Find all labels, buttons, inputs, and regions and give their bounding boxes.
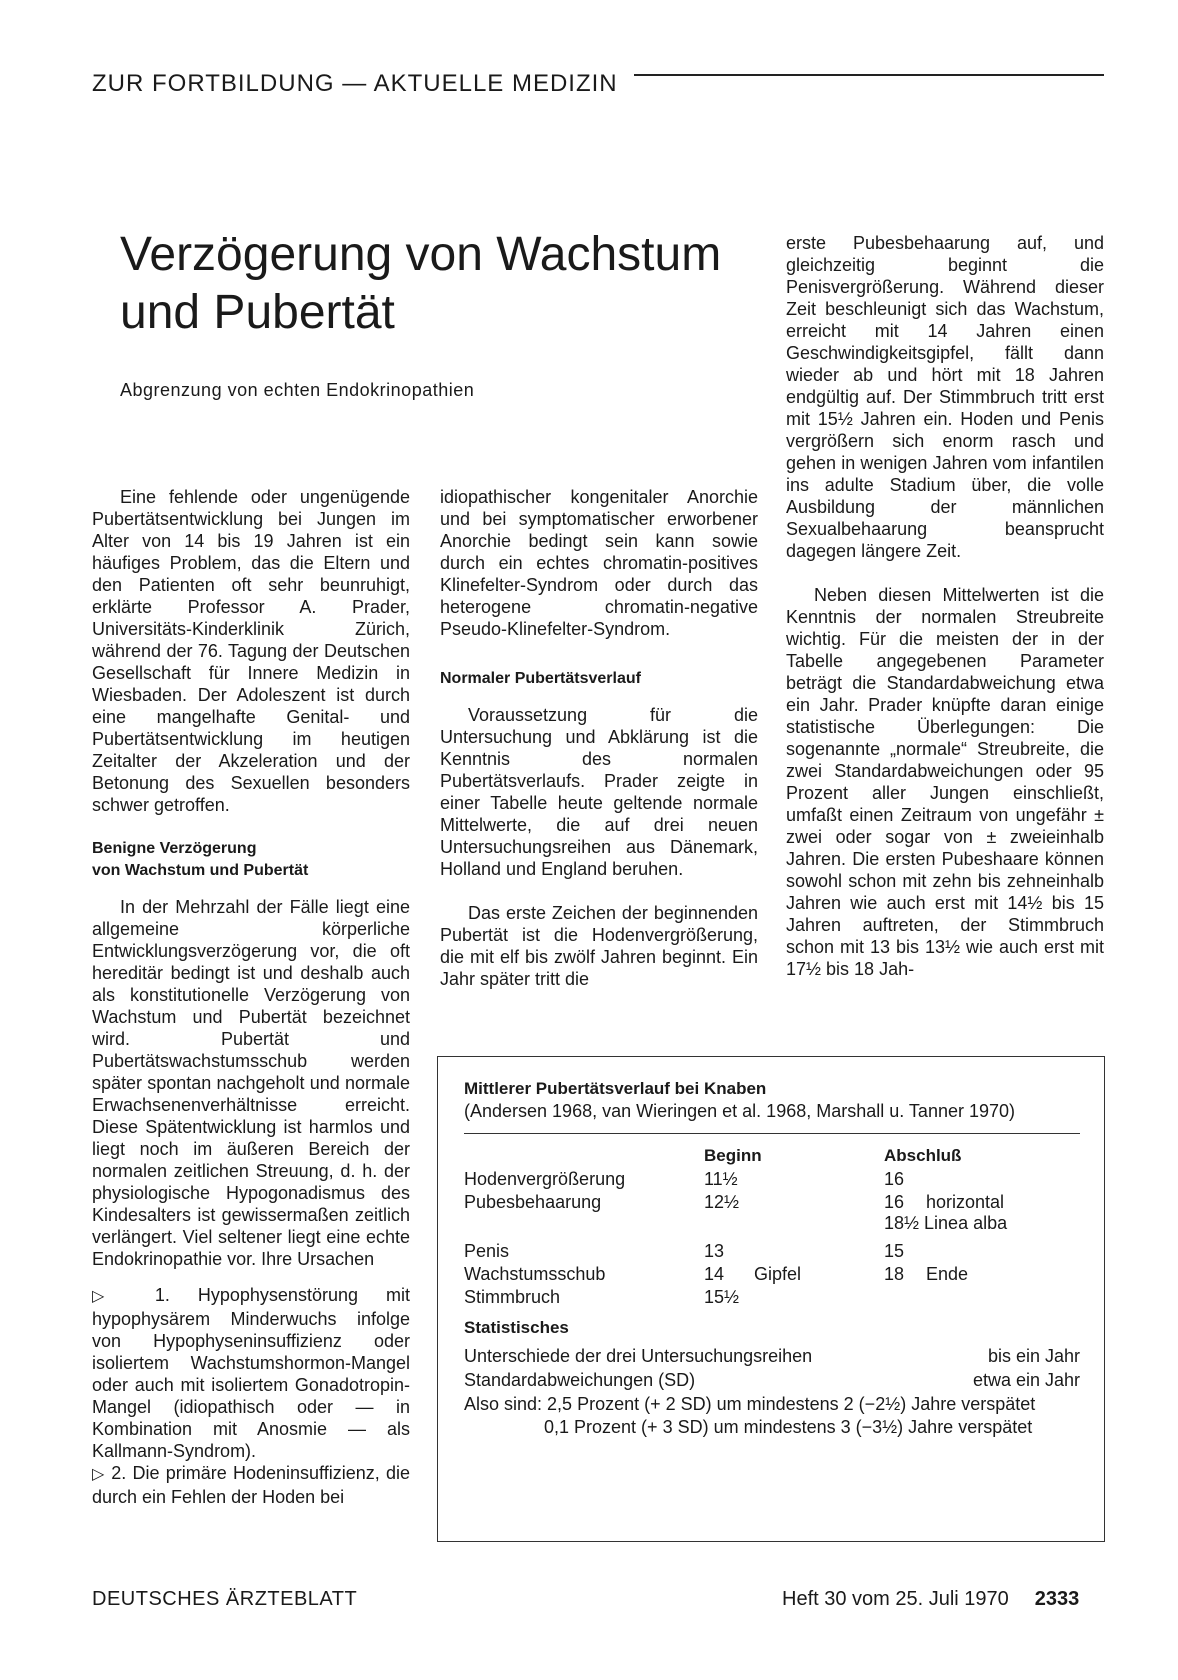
- prerequisite-paragraph: Voraussetzung für die Untersuchung und Abklärung ist die Kenntnis des normalen Pubertätsverlaufs. Prader zeigte in einer Tabelle heute geltende normale Mittelwerte, die auf drei neuen Untersuchungsreihen aus Dänemark, Holland und England beruhen.: [440, 705, 758, 879]
- table-title: Mittlerer Pubertätsverlauf bei Knaben: [464, 1079, 767, 1098]
- stat-row-1: [464, 1345, 1080, 1369]
- article-title: [120, 226, 721, 342]
- row-label: Hodenvergrößerung: [464, 1169, 626, 1189]
- row-end: 16: [884, 1192, 905, 1212]
- row-label: Pubesbehaarung: [464, 1192, 602, 1212]
- statistics-heading: Statistisches: [464, 1318, 569, 1337]
- stat-label: Standardabweichungen (SD): [464, 1370, 696, 1390]
- title-line-2: und Pubertät: [120, 286, 395, 339]
- row-end-note: Ende: [926, 1264, 969, 1284]
- development-paragraph: erste Pubesbehaarung auf, und gleichzeitig beginnt die Penisvergrößerung. Während dieser Zeit beschleunigt sich das Wachstum, erreicht mit 14 Jahren einen Geschwindigkeitsgipfel, fällt dann wieder ab und hört mit 18 Jahren endgültig auf. Der Stimmbruch tritt erst mit 15½ Jahren ein. Hoden und Penis vergrößern sich enorm rasch und gehen in wenigen Jahren vom infantilen ins adulte Stadium über, die volle Ausbildung der männlichen Sexualbehaarung beansprucht dagegen längere Zeit.: [786, 233, 1104, 561]
- issue-date: Heft 30 vom 25. Juli 1970: [782, 1588, 1009, 1610]
- row-label: Wachstumsschub: [464, 1264, 606, 1284]
- conclusion-line-2: 0,1 Prozent (+ 3 SD) um mindestens 3 (−3½) Jahre verspätet: [544, 1417, 1033, 1437]
- puberty-table: [464, 1144, 1080, 1312]
- stat-label: Unterschiede der drei Untersuchungsreihen: [464, 1346, 813, 1366]
- title-line-1: Verzögerung von Wachstum: [120, 228, 722, 281]
- row-end-note: horizontal: [926, 1192, 1005, 1212]
- row-begin: 15½: [704, 1287, 740, 1307]
- column-1: [92, 486, 410, 1508]
- row-begin-note: Gipfel: [754, 1264, 802, 1284]
- variance-paragraph: Neben diesen Mittelwerten ist die Kenntnis der normalen Streubreite wichtig. Für die meisten der in der Tabelle angegebenen Parameter beträgt die Standardabweichung etwa ein Jahr. Prader knüpfte daran einige statistische Überlegungen: Die sogenannte „normale“ Streubreite, die zwei Standardabweichungen oder 95 Prozent aller Jungen einschließt, umfaßt einen Zeitraum von ungefähr ± zwei oder sogar von ± zweieinhalb Jahren. Die ersten Pubeshaare können sowohl schon mit zehn bis zehneinhalb Jahren wie auch erst mit 14½ bis 15 Jahren auftreten, der Stimmbruch schon mit 13 bis 13½ wie auch erst mit 17½ bis 18 Jah-: [786, 585, 1104, 979]
- stat-row-2: [464, 1369, 1080, 1393]
- list-item-1: ▷ 1. Hypophysenstörung mit hypophysärem Minderwuchs infolge von Hypophyseninsuffizienz oder isoliertem Wachstumshormon-Mangel oder auch mit isoliertem Gonadotropin-Mangel (idiopathisch oder — in Kombination mit Anosmie — als Kallmann-Syndrom).: [92, 1285, 411, 1461]
- row-end-extra: 18½ Linea alba: [884, 1213, 1008, 1233]
- conclusion-line-1: Also sind: 2,5 Prozent (+ 2 SD) um mindestens 2 (−2½) Jahre verspätet: [464, 1394, 1036, 1414]
- intro-paragraph: Eine fehlende oder ungenügende Pubertätsentwicklung bei Jungen im Alter von 14 bis 19 Jahren ist ein häufiges Problem, das die Eltern und den Patienten oft sehr beunruhigt, erklärte Professor A. Prader, Universitäts-Kinderklinik Zürich, während der 76. Tagung der Deutschen Gesellschaft für Innere Medizin in Wiesbaden. Der Adoleszent ist durch eine mangelhafte Genital- und Pubertätsentwicklung im heutigen Zeitalter der Akzeleration und der Betonung des Sexuellen besonders schwer getroffen.: [92, 487, 410, 815]
- list-item-2: ▷ 2. Die primäre Hodeninsuffizienz, die durch ein Fehlen der Hoden bei: [92, 1463, 411, 1507]
- row-end: 16: [884, 1169, 905, 1189]
- row-label: Stimmbruch: [464, 1287, 561, 1307]
- page-number: 2333: [1034, 1588, 1080, 1610]
- heading-normal-puberty: Normaler Pubertätsverlauf: [440, 670, 641, 687]
- triangle-bullet-icon: ▷: [92, 1288, 155, 1305]
- puberty-table-box: [437, 1056, 1105, 1542]
- stat-value: bis ein Jahr: [987, 1346, 1080, 1366]
- col-header-begin: Beginn: [704, 1146, 762, 1165]
- row-begin: 12½: [704, 1192, 740, 1212]
- row-begin: 11½: [704, 1169, 738, 1189]
- benign-paragraph: In der Mehrzahl der Fälle liegt eine allgemeine körperliche Entwicklungsverzögerung vor, die oft hereditär bedingt ist und deshalb auch als konstitutionelle Verzögerung von Wachstum und Pubertät bezeichnet wird. Pubertät und Pubertätswachstumsschub werden später spontan nachgeholt und normale Erwachsenenverhältnisse erreicht. Diese Spätentwicklung ist harmlos und liegt noch im äußeren Bereich der normalen zeitlichen Streuung, d. h. der physiologische Hypogonadismus des Kindesalters ist gewissermaßen zeitlich verlängert. Viel seltener liegt eine echte Endokrinopathie vor. Ihre Ursachen: [92, 897, 410, 1269]
- row-end: 18: [884, 1264, 905, 1284]
- row-begin: 13: [704, 1241, 725, 1261]
- first-sign-paragraph: Das erste Zeichen der beginnenden Pubertät ist die Hodenvergrößerung, die mit elf bis zwölf Jahren beginnt. Ein Jahr später tritt die: [440, 903, 758, 989]
- column-3: [786, 232, 1104, 980]
- table-rule: [464, 1133, 1080, 1134]
- triangle-bullet-icon: ▷: [92, 1466, 112, 1483]
- column-2: [440, 486, 758, 990]
- anorchia-paragraph: idiopathischer kongenitaler Anorchie und bei symptomatischer erworbener Anorchie bedingt sein kann sowie durch ein echtes chromatin-positives Klinefelter-Syndrom oder durch das heterogene chromatin-negative Pseudo-Klinefelter-Syndrom.: [440, 487, 758, 639]
- section-header: ZUR FORTBILDUNG — AKTUELLE MEDIZIN: [92, 70, 618, 97]
- issue-info: [782, 1588, 1079, 1611]
- row-begin: 14: [704, 1264, 725, 1284]
- row-end: 15: [884, 1241, 905, 1261]
- table-sources: (Andersen 1968, van Wieringen et al. 1968, Marshall u. Tanner 1970): [464, 1101, 1016, 1121]
- header-rule: [634, 74, 1104, 76]
- article-subtitle: Abgrenzung von echten Endokrinopathien: [120, 380, 475, 400]
- row-label: Penis: [464, 1241, 510, 1261]
- stat-value: etwa ein Jahr: [972, 1370, 1080, 1390]
- heading-benign-delay: Benigne Verzögerung von Wachstum und Pubertät: [92, 840, 309, 879]
- col-header-end: Abschluß: [884, 1146, 962, 1165]
- journal-name: DEUTSCHES ÄRZTEBLATT: [92, 1588, 358, 1610]
